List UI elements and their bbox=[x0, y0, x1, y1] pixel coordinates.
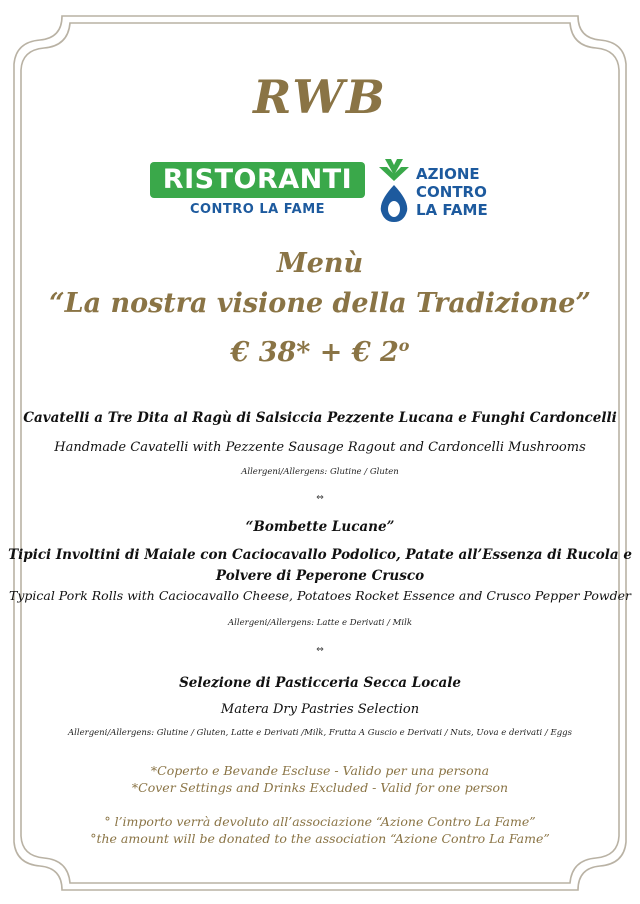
contro-la-fame-text: CONTRO LA FAME bbox=[189, 202, 326, 217]
course-2-english: Typical Pork Rolls with Caciocavallo Cheese, Potatoes Rocket Essence and Crusco Pepper Powder bbox=[8, 588, 631, 603]
brand-title: RWB bbox=[253, 70, 387, 124]
course-2-name: “Bombette Lucane” bbox=[245, 519, 395, 535]
donation-note-english: °the amount will be donated to the association “Azione Contro La Fame” bbox=[90, 831, 550, 846]
course-2-title-line2: Polvere di Peperone Crusco bbox=[215, 568, 425, 584]
partner-logos bbox=[150, 157, 495, 227]
ristoranti-logo: RISTORANTI bbox=[150, 162, 365, 198]
azione-contro-la-fame-icon bbox=[375, 157, 413, 223]
course-1-english: Handmade Cavatelli with Pezzente Sausage Ragout and Cardoncelli Mushrooms bbox=[54, 440, 586, 455]
course-3-title: Selezione di Pasticceria Secca Locale bbox=[179, 675, 461, 691]
course-3-english: Matera Dry Pastries Selection bbox=[220, 702, 420, 717]
separator-icon: ⇔ bbox=[316, 493, 324, 503]
azione-contro-la-fame-text: AZIONE CONTRO LA FAME bbox=[416, 165, 488, 219]
separator-icon: ⇔ bbox=[316, 645, 324, 655]
course-2-title-line1: Tipici Involtini di Maiale con Caciocavallo Podolico, Patate all’Essenza di Rucola e bbox=[8, 547, 632, 563]
menu-tagline: “La nostra visione della Tradizione” bbox=[49, 288, 591, 319]
cover-note-italian: *Coperto e Bevande Escluse - Valido per una persona bbox=[150, 763, 490, 778]
course-1-allergens: Allergeni/Allergens: Glutine / Gluten bbox=[241, 467, 399, 477]
menu-price: € 38* + € 2$^o$ bbox=[230, 336, 410, 368]
course-1-title: Cavatelli a Tre Dita al Ragù di Salsiccia Pezzente Lucana e Funghi Cardoncelli bbox=[23, 410, 617, 426]
cover-note-english: *Cover Settings and Drinks Excluded - Valid for one person bbox=[131, 780, 509, 795]
donation-note-italian: ° l’importo verrà devoluto all’associazione “Azione Contro La Fame” bbox=[104, 814, 536, 829]
course-3-allergens: Allergeni/Allergens: Glutine / Gluten, Latte e Derivati /Milk, Frutta A Guscio e Derivati / Nuts, Uova e derivati / Eggs bbox=[68, 728, 572, 738]
menu-heading: Menù bbox=[276, 248, 364, 279]
course-2-allergens: Allergeni/Allergens: Latte e Derivati / Milk bbox=[228, 618, 412, 628]
